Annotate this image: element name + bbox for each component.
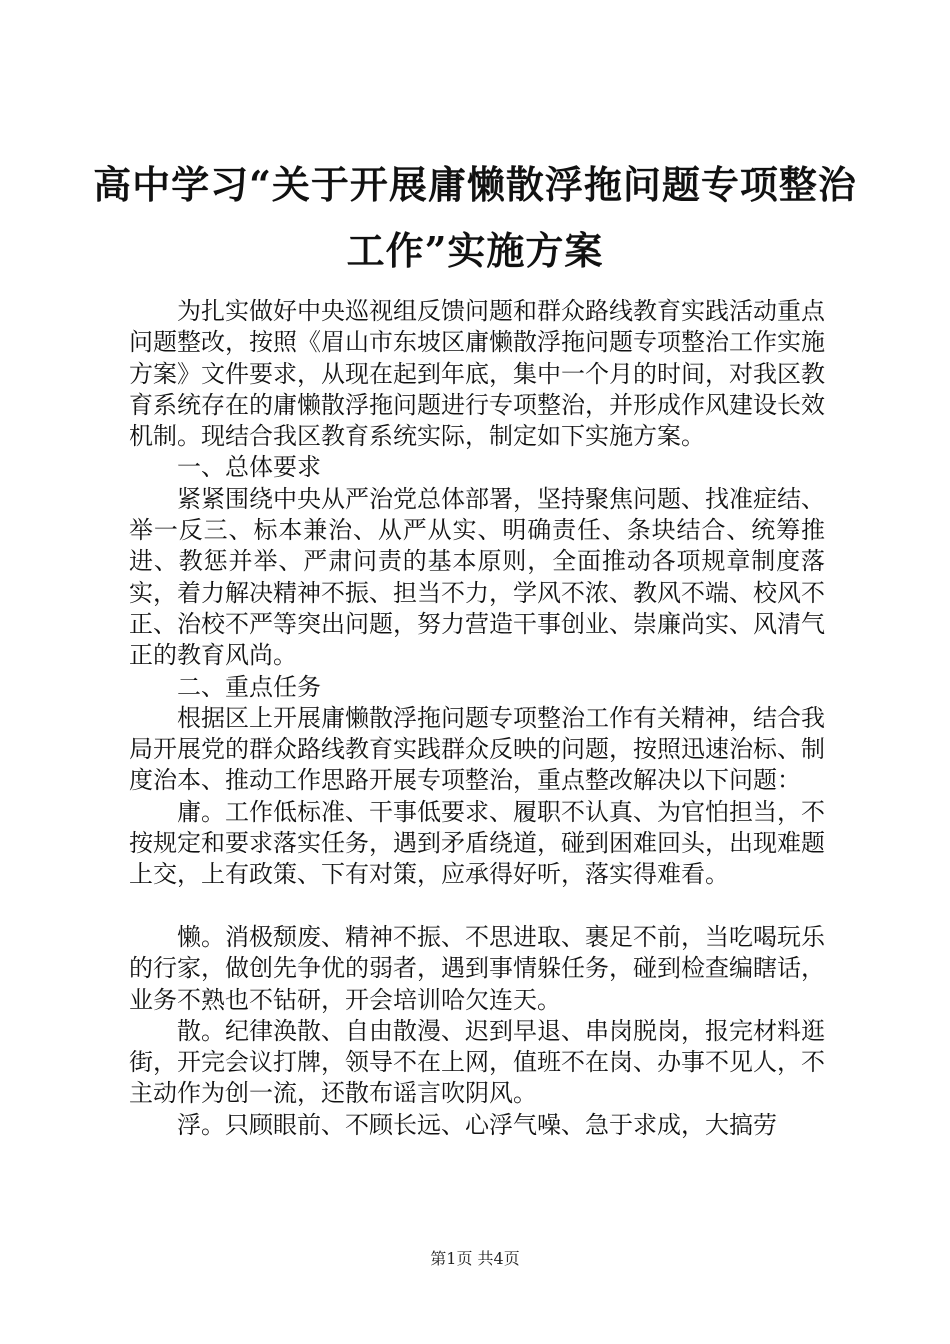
section-heading-2: 二、重点任务: [177, 672, 321, 701]
document-body: [129, 296, 825, 1141]
paragraph-lan: 懒。消极颓废、精神不振、不思进取、裹足不前，当吃喝玩乐的行家，做创先争优的弱者，遇到事情躲任务，碰到检查编瞎话，业务不熟也不钻研，开会培训哈欠连天。: [129, 922, 825, 1014]
paragraph-fu: 浮。只顾眼前、不顾长远、心浮气噪、急于求成，大搞劳: [177, 1110, 777, 1139]
paragraph-intro: 为扎实做好中央巡视组反馈问题和群众路线教育实践活动重点问题整改，按照《眉山市东坡区庸懒散浮拖问题专项整治工作实施方案》文件要求，从现在起到年底，集中一个月的时间，对我区教育系统存在的庸懒散浮拖问题进行专项整治，并形成作风建设长效机制。现结合我区教育系统实际，制定如下实施方案。: [129, 297, 825, 451]
section-heading-1: 一、总体要求: [177, 453, 321, 482]
document-title: 高中学习“关于开展庸懒散浮拖问题专项整治工作”实施方案: [93, 162, 857, 273]
paragraph-key-tasks: 根据区上开展庸懒散浮拖问题专项整治工作有关精神，结合我局开展党的群众路线教育实践群众反映的问题，按照迅速治标、制度治本、推动工作思路开展专项整治，重点整改解决以下问题：: [129, 703, 825, 795]
paragraph-yong: 庸。工作低标准、干事低要求、履职不认真、为官怕担当，不按规定和要求落实任务，遇到矛盾绕道，碰到困难回头，出现难题上交，上有政策、下有对策，应承得好听，落实得难看。: [129, 797, 825, 889]
paragraph-general-requirements: 紧紧围绕中央从严治党总体部署，坚持聚焦问题、找准症结、举一反三、标本兼治、从严从实、明确责任、条块结合、统筹推进、教惩并举、严肃问责的基本原则，全面推动各项规章制度落实，着力解决精神不振、担当不力，学风不浓、教风不端、校风不正、治校不严等突出问题，努力营造干事创业、崇廉尚实、风清气正的教育风尚。: [129, 484, 825, 670]
blank-line: [129, 891, 825, 922]
paragraph-san: 散。纪律涣散、自由散漫、迟到早退、串岗脱岗，报完材料逛街，开完会议打牌，领导不在上网，值班不在岗、办事不见人，不主动作为创一流，还散布谣言吹阴风。: [129, 1016, 825, 1108]
page-number-footer: 第1页 共4页: [430, 1249, 520, 1268]
